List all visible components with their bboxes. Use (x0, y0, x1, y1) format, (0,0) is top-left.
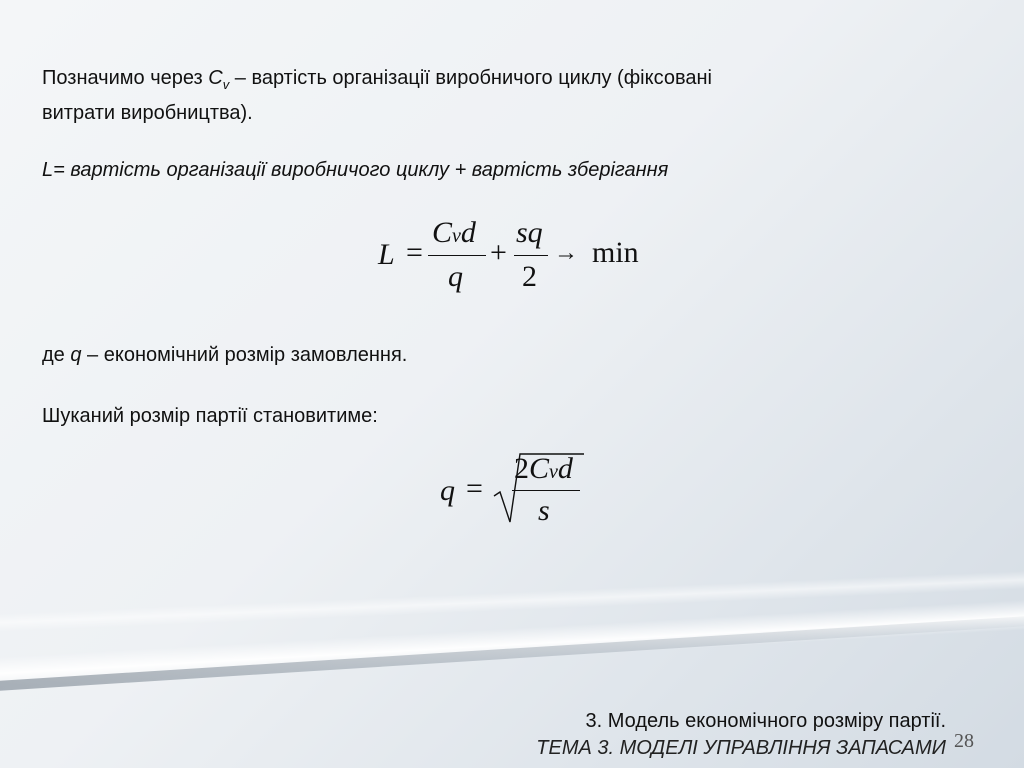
formula-total-cost: L = Cvd q + sq 2 → min (378, 216, 639, 293)
paragraph-q-definition: де q – економічний розмір замовлення. (42, 344, 408, 366)
formula-optimal-batch: q = 2Cvd s (438, 448, 598, 533)
page-number: 28 (954, 730, 974, 752)
topic-title: ТЕМА 3. МОДЕЛІ УПРАВЛІННЯ ЗАПАСАМИ (536, 737, 946, 759)
background-streak (0, 597, 1024, 689)
background-streak (0, 569, 1024, 634)
paragraph-cost-definition: L= вартість організації виробничого циклу + вартість зберігання (42, 159, 669, 181)
paragraph-batch-size: Шуканий розмір партії становитиме: (42, 405, 378, 427)
section-subtitle: 3. Модель економічного розміру партії. (585, 710, 946, 732)
paragraph-definition: Позначимо через $C_v$ – вартість організації виробничого циклу (фіксовані витрати виробництва). (42, 67, 712, 124)
background-streak (0, 613, 1024, 693)
